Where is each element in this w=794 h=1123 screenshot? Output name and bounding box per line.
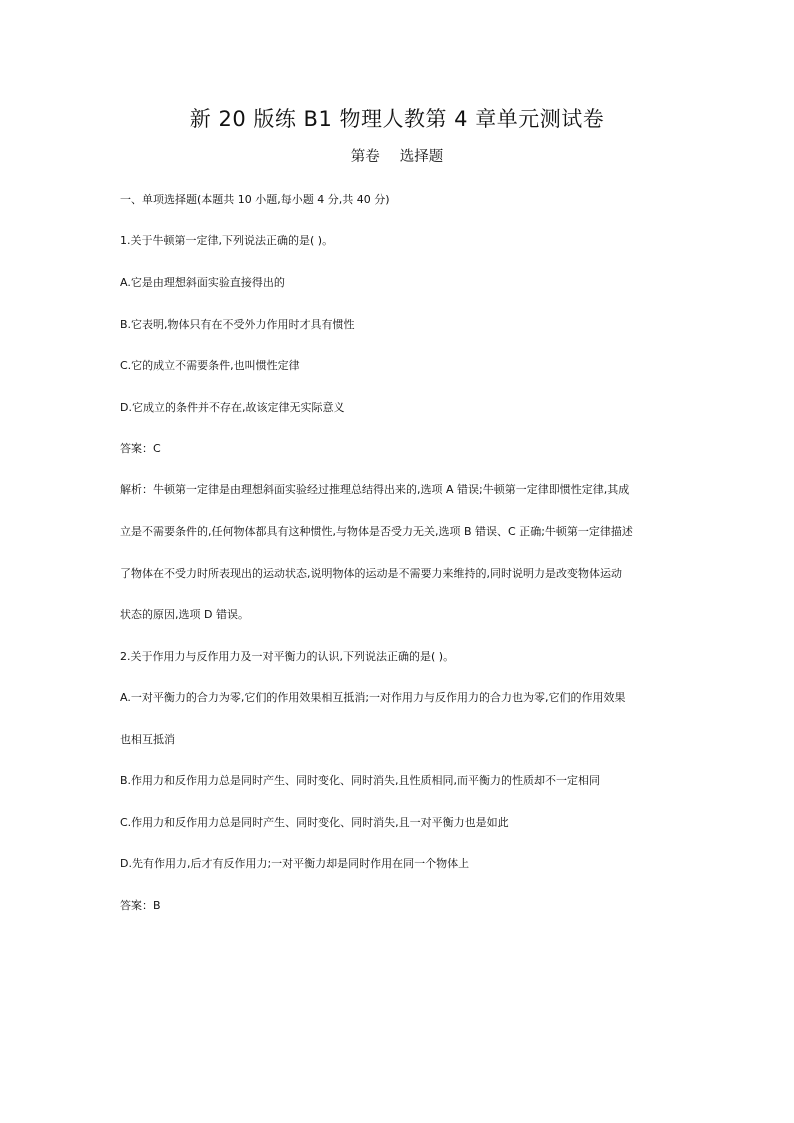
question-1-explanation-line: 解析：牛顿第一定律是由理想斜面实验经过推理总结得出来的,选项 A 错误;牛顿第一定律即惯性定律,其成 bbox=[120, 483, 630, 496]
section-header bbox=[0, 146, 794, 168]
question-2-option-c: C.作用力和反作用力总是同时产生、同时变化、同时消失,且一对平衡力也是如此 bbox=[120, 816, 509, 829]
question-1-explanation-line: 立是不需要条件的,任何物体都具有这种惯性,与物体是否受力无关,选项 B 错误、C 正确;牛顿第一定律描述 bbox=[120, 525, 633, 538]
question-1-explanation-line: 状态的原因,选项 D 错误。 bbox=[120, 608, 249, 621]
document-title: 新 20 版练 B1 物理人教第 4 章单元测试卷 bbox=[189, 107, 605, 131]
question-2-option-a-continued: 也相互抵消 bbox=[120, 733, 175, 746]
question-2-option-a: A.一对平衡力的合力为零,它们的作用效果相互抵消;一对作用力与反作用力的合力也为零,它们的作用效果 bbox=[120, 691, 626, 704]
question-1-explanation-line: 了物体在不受力时所表现出的运动状态,说明物体的运动是不需要力来维持的,同时说明力是改变物体运动 bbox=[120, 567, 622, 580]
question-1-answer: 答案：C bbox=[120, 442, 161, 455]
question-1-option-a: A.它是由理想斜面实验直接得出的 bbox=[120, 276, 285, 289]
section-name: 选择题 bbox=[399, 149, 444, 165]
question-1-option-d: D.它成立的条件并不存在,故该定律无实际意义 bbox=[120, 401, 345, 414]
section-instructions: 一、单项选择题(本题共 10 小题,每小题 4 分,共 40 分) bbox=[120, 193, 390, 206]
question-2-answer: 答案：B bbox=[120, 899, 161, 912]
question-2-option-b: B.作用力和反作用力总是同时产生、同时变化、同时消失,且性质相同,而平衡力的性质却不一定相同 bbox=[120, 774, 601, 787]
question-1-stem: 1.关于牛顿第一定律,下列说法正确的是( )。 bbox=[120, 234, 334, 247]
question-2-stem: 2.关于作用力与反作用力及一对平衡力的认识,下列说法正确的是( )。 bbox=[120, 650, 455, 663]
question-2-option-d: D.先有作用力,后才有反作用力;一对平衡力却是同时作用在同一个物体上 bbox=[120, 857, 470, 870]
section-part: 第卷 bbox=[350, 149, 380, 165]
question-1-option-b: B.它表明,物体只有在不受外力作用时才具有惯性 bbox=[120, 318, 355, 331]
question-1-option-c: C.它的成立不需要条件,也叫惯性定律 bbox=[120, 359, 300, 372]
